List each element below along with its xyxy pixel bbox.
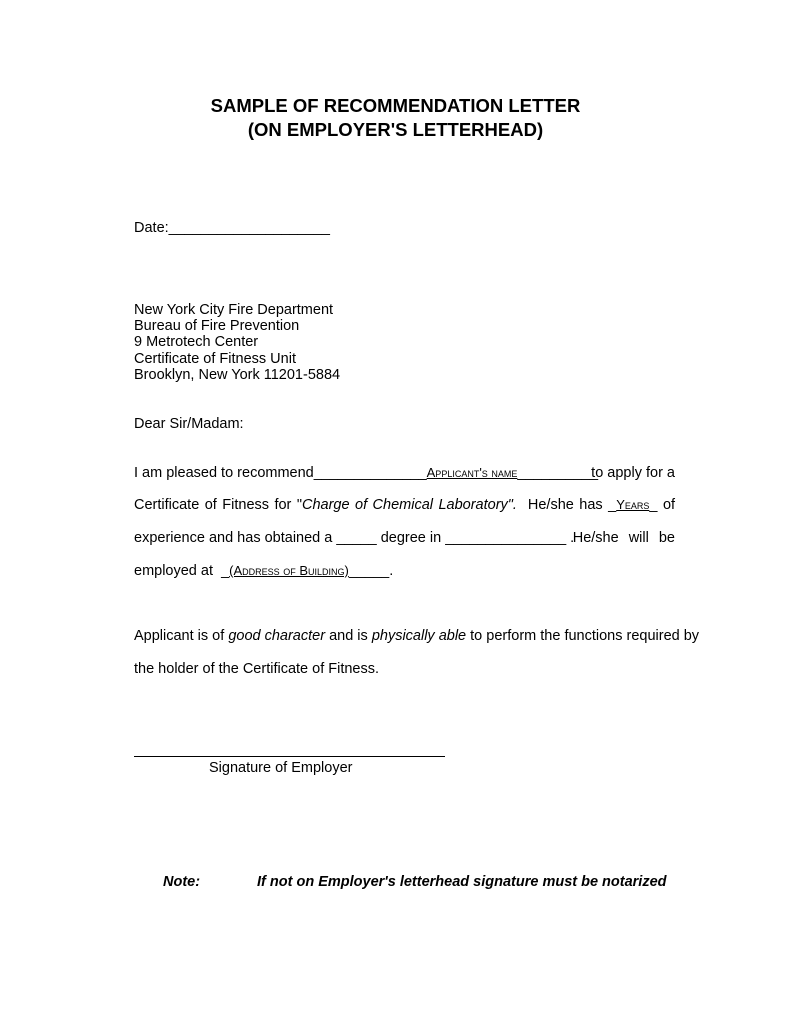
address-line: Certificate of Fitness Unit — [134, 351, 296, 367]
address-line: Brooklyn, New York 11201-5884 — [134, 367, 341, 383]
paragraph-line — [134, 464, 675, 482]
years-field-group — [608, 497, 657, 513]
building-address-field: (Address of Building) — [229, 563, 349, 578]
signature-line — [134, 756, 445, 757]
note-label: Note: — [163, 874, 201, 890]
page-title: SAMPLE OF RECOMMENDATION LETTER — [210, 95, 581, 116]
paragraph-text: I am pleased to recommend — [134, 465, 314, 481]
blank-line: _____. — [348, 563, 394, 579]
date-field: Date:____________________ — [134, 220, 330, 236]
salutation: Dear Sir/Madam: — [134, 416, 244, 432]
years-field: Years — [616, 497, 650, 512]
blank-line: ______________ — [313, 465, 427, 481]
paragraph-line — [134, 529, 675, 547]
emphasis-text: physically able — [371, 628, 467, 644]
address-line: Bureau of Fire Prevention — [134, 318, 300, 334]
paragraph-text: and is — [329, 628, 368, 644]
paragraph-line — [134, 496, 675, 514]
paragraph-line: the holder of the Certificate of Fitness. — [134, 661, 380, 677]
paragraph-text: Certificate of Fitness for " — [134, 497, 302, 513]
blank-line: __________ — [517, 465, 599, 481]
paragraph-line — [134, 627, 700, 645]
paragraph-text: He/she will be — [572, 530, 675, 546]
paragraph-text: employed at — [134, 563, 213, 579]
address-line: 9 Metrotech Center — [134, 334, 259, 350]
certificate-type: Charge of Chemical Laboratory". — [302, 497, 517, 513]
paragraph-text: to perform the functions required by — [470, 628, 700, 644]
paragraph-line — [134, 562, 393, 580]
applicant-name-field: Applicant's name — [426, 465, 518, 480]
paragraph-text: Applicant is of — [134, 628, 225, 644]
address-line: New York City Fire Department — [134, 302, 334, 318]
paragraph-text: He/she has — [527, 497, 603, 513]
blank-line: _ — [221, 563, 230, 579]
signature-label: Signature of Employer — [209, 760, 353, 776]
blank-line: _ — [608, 497, 617, 513]
blank-line: _ — [649, 497, 658, 513]
emphasis-text: good character — [228, 628, 326, 644]
note-text: If not on Employer's letterhead signature must be notarized — [257, 874, 667, 890]
paragraph-text: of — [662, 497, 676, 513]
paragraph-text: to apply for a — [591, 465, 675, 481]
paragraph-text: experience and has obtained a _____ degree in _______________ . — [134, 530, 575, 546]
page-subtitle: (ON EMPLOYER'S LETTERHEAD) — [247, 119, 544, 140]
